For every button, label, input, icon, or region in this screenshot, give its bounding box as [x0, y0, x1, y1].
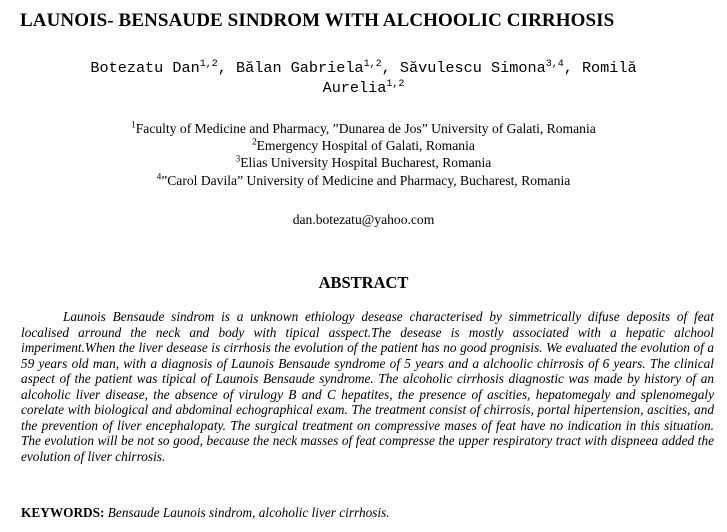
author-line-1 [20, 58, 707, 78]
abstract-body: Launois Bensaude sindrom is a unknown ethiology desease characterised by simmetrically difuse deposits of feat localised arround the neck and body with tipical asspect.The desease is mostly associated with a hepatic alchool imperiment.When the liver desease is cirrhosis the evolution of the patient has no good prognisis. We evaluated the evolution of a 59 years old man, with a diagnosis of Launois Bensaude syndrome of 5 years and a alchoolic chirrosis of 6 years. The clinical aspect of the patient was tipical of Launois Bensaude syndrome. The alcoholic cirrhosis diagnostic was made by history of an alcoholic liver disease, the absence of virulogy B and C hepatites, the presence of ascities, hepatomegaly and splenomegaly corelate with biological and abdominal echographical exam. The treatment consist of chirrosis, portal hipertension, ascities, and the prevention of liver encephalopaty. The surgical treatment on compressive mases of feat have no indication in this situation. The evolution will be not so good, because the neck masses of feat compresse the upper respiratory tract with dispneea added the evolution of liver chirrosis. [21, 309, 714, 464]
author-separator: , [381, 59, 400, 77]
author-separator: , [217, 59, 236, 77]
keywords-label: KEYWORDS: [21, 505, 105, 520]
affiliation-3 [0, 154, 727, 171]
author-separator: , [563, 59, 582, 77]
author-email: dan.botezatu@yahoo.com [292, 212, 435, 227]
affiliation-1 [0, 120, 727, 137]
paper-title: LAUNOIS- BENSAUDE SINDROM WITH ALCHOOLIC CIRRHOSIS [20, 10, 615, 31]
author-name: Aurelia [322, 79, 387, 97]
affiliation-text: Elias University Hospital Bucharest, Romania [240, 155, 492, 170]
affiliation-mark: 4 [156, 171, 162, 182]
author-affiliation-mark: 1,2 [363, 58, 382, 70]
affiliation-text: Faculty of Medicine and Pharmacy, ”Dunarea de Jos” University of Galati, Romania [135, 121, 596, 136]
affiliation-mark: 1 [131, 119, 136, 130]
affiliation-mark: 2 [252, 136, 257, 147]
affiliation-mark: 3 [235, 153, 241, 164]
keywords [21, 505, 714, 521]
affiliation-4 [0, 172, 727, 189]
author-name: Romilă [581, 59, 637, 77]
author-name: Săvulescu Simona [399, 59, 546, 77]
author-line-2 [20, 78, 707, 98]
abstract-heading: ABSTRACT [318, 273, 409, 292]
affiliation-text: Emergency Hospital of Galati, Romania [256, 138, 475, 153]
author-name: Bălan Gabriela [236, 59, 364, 77]
author-affiliation-mark: 3,4 [545, 58, 564, 70]
author-affiliation-mark: 1,2 [199, 58, 218, 70]
affiliation-2 [0, 137, 727, 154]
affiliation-text: ”Carol Davila” University of Medicine and Pharmacy, Bucharest, Romania [161, 173, 571, 188]
author-name: Botezatu Dan [90, 59, 200, 77]
keywords-text: Bensaude Launois sindrom, alcoholic liver cirrhosis. [104, 505, 390, 520]
author-affiliation-mark: 1,2 [386, 78, 405, 90]
author-list [20, 58, 707, 98]
